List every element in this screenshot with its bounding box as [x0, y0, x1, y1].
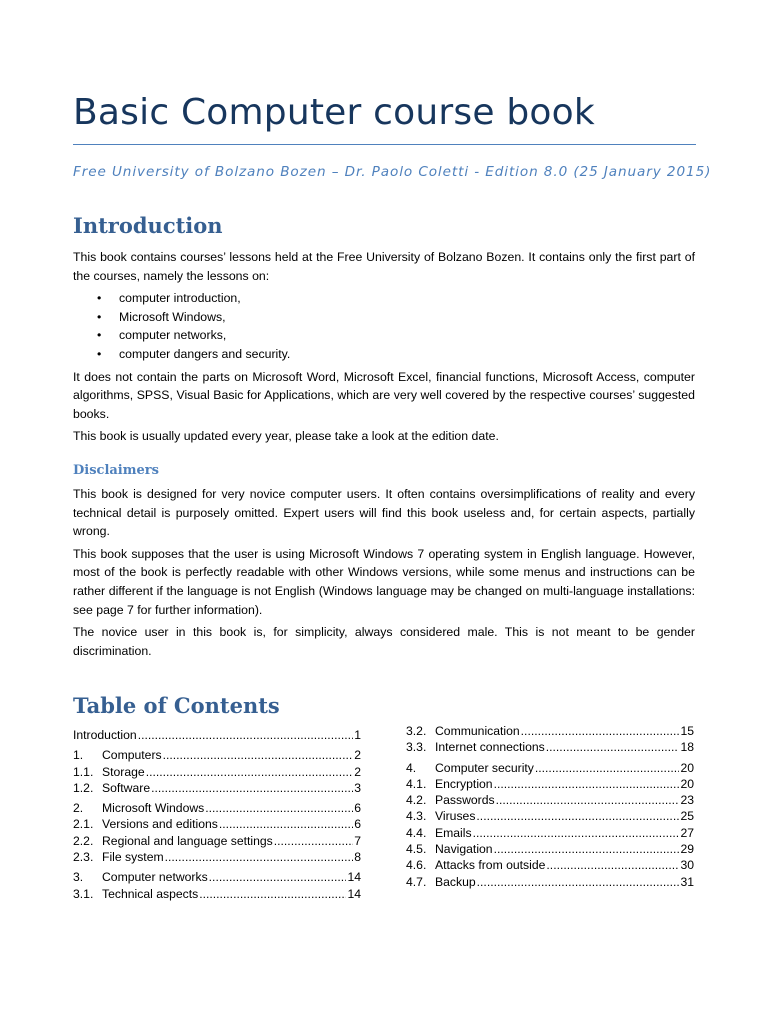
toc-entry-label: Internet connections: [435, 740, 545, 755]
toc-entry-number: 4.7.: [406, 874, 427, 889]
toc-entry-label: Computer networks: [102, 870, 208, 885]
toc-leader-dots: [496, 792, 680, 808]
toc-leader-dots: [146, 764, 354, 780]
toc-entry-number: 1.1.: [73, 764, 94, 779]
toc-entry-label: Attacks from outside: [435, 858, 546, 873]
toc-entry-page: 3: [354, 780, 361, 795]
list-item: [73, 345, 695, 364]
document-title: Basic Computer course book: [73, 92, 595, 133]
toc-leader-dots: [494, 841, 680, 857]
toc-entry-introduction[interactable]: [73, 727, 361, 743]
toc-entry-label: Introduction: [73, 728, 137, 742]
toc-leader-dots: [163, 747, 354, 763]
toc-entry-emails[interactable]: [406, 825, 694, 841]
toc-leader-dots: [199, 886, 346, 902]
toc-entry-page: 31: [680, 874, 694, 889]
bullet-icon: •: [97, 346, 102, 361]
toc-entry-number: 3.1.: [73, 886, 94, 901]
toc-entry-page: 27: [680, 825, 694, 840]
toc-entry-attacks-from-outside[interactable]: [406, 857, 694, 873]
toc-leader-dots: [165, 849, 354, 865]
toc-entry-encryption[interactable]: [406, 776, 694, 792]
disclaimers-paragraph-1: This book is designed for very novice computer users. It often contains oversimplifications of reality and every technical detail is purposely omitted. Expert users will find this book useless and, for certain aspects, partially wrong.: [73, 487, 695, 539]
toc-entry-page: 23: [680, 793, 694, 808]
toc-entry-page: 6: [354, 801, 361, 816]
toc-leader-dots: [535, 760, 680, 776]
toc-entry-number: 2.2.: [73, 833, 94, 848]
toc-entry-number: 2.: [73, 801, 84, 816]
toc-entry-label: Backup: [435, 874, 476, 889]
toc-leader-dots: [476, 808, 679, 824]
toc-entry-number: 1.: [73, 748, 84, 763]
toc-entry-page: 2: [354, 748, 361, 763]
toc-entry-number: 3.3.: [406, 740, 427, 755]
toc-entry-label: Navigation: [435, 842, 493, 857]
toc-entry-label: Encryption: [435, 776, 493, 791]
toc-leader-dots: [205, 800, 353, 816]
toc-leader-dots: [274, 833, 353, 849]
bullet-icon: •: [97, 309, 102, 324]
toc-entry-number: 4.4.: [406, 825, 427, 840]
toc-entry-page: 1: [354, 728, 361, 742]
introduction-paragraph-2: It does not contain the parts on Microsoft Word, Microsoft Excel, financial functions, Microsoft Access, computer algorithms, SPSS, Visual Basic for Applications, which are very well covered by the respective courses’ suggested books.: [73, 369, 695, 421]
toc-entry-number: 3.: [73, 870, 84, 885]
toc-leader-dots: [219, 816, 353, 832]
introduction-paragraph-3: This book is usually updated every year, please take a look at the edition date.: [73, 429, 499, 444]
list-item-text: computer networks,: [119, 328, 227, 343]
toc-leader-dots: [477, 874, 680, 890]
toc-entry-software[interactable]: [73, 780, 361, 796]
toc-entry-label: Software: [102, 780, 151, 795]
toc-entry-number: 2.3.: [73, 850, 94, 865]
toc-entry-page: 14: [347, 870, 361, 885]
toc-entry-file-system[interactable]: [73, 849, 361, 865]
toc-entry-storage[interactable]: [73, 764, 361, 780]
list-item: [73, 289, 695, 308]
toc-entry-communication[interactable]: [406, 723, 694, 739]
toc-entry-page: 14: [347, 886, 361, 901]
title-underline: [73, 144, 696, 145]
toc-heading: Table of Contents: [73, 693, 280, 718]
toc-leader-dots: [494, 776, 680, 792]
disclaimers-paragraph-3: The novice user in this book is, for simplicity, always considered male. This is not meant to be gender discrimination.: [73, 625, 695, 658]
disclaimers-paragraph-2: This book supposes that the user is using Microsoft Windows 7 operating system in English language. However, most of the book is perfectly readable with other Windows versions, while some menus and instructions can be rather different if the language is not English (Windows language may be changed on multi-language installations: see page 7 for further information).: [73, 546, 695, 617]
bullet-icon: •: [97, 291, 102, 306]
toc-entry-label: Computer security: [435, 760, 534, 775]
toc-entry-label: Computers: [102, 748, 162, 763]
document-subtitle: Free University of Bolzano Bozen – Dr. Paolo Coletti - Edition 8.0 (25 January 2015): [73, 164, 712, 180]
toc-entry-technical-aspects[interactable]: [73, 886, 361, 902]
toc-entry-backup[interactable]: [406, 874, 694, 890]
toc-entry-number: 4.5.: [406, 842, 427, 857]
toc-leader-dots: [151, 780, 353, 796]
toc-entry-viruses[interactable]: [406, 808, 694, 824]
toc-entry-number: 4.1.: [406, 776, 427, 791]
toc-entry-page: 15: [680, 724, 694, 738]
list-item-text: computer introduction,: [119, 291, 241, 306]
toc-entry-internet-connections[interactable]: [406, 739, 694, 755]
toc-leader-dots: [521, 723, 680, 739]
list-item-text: Microsoft Windows,: [119, 309, 226, 324]
toc-entry-label: Passwords: [435, 793, 495, 808]
toc-entry-microsoft-windows[interactable]: [73, 800, 361, 816]
toc-entry-page: 30: [680, 858, 694, 873]
disclaimers-heading: Disclaimers: [73, 463, 159, 478]
toc-entry-label: Versions and editions: [102, 817, 218, 832]
toc-entry-computer-networks[interactable]: [73, 869, 361, 885]
toc-entry-page: 2: [354, 764, 361, 779]
toc-leader-dots: [546, 739, 680, 755]
disclaimers-body: [73, 485, 695, 664]
bullet-icon: •: [97, 328, 102, 343]
introduction-paragraph-1: This book contains courses’ lessons held at the Free University of Bolzano Bozen. It contains only the first part of the courses, namely the lessons on:: [73, 250, 695, 283]
toc-entry-computers[interactable]: [73, 747, 361, 763]
toc-entry-page: 20: [680, 776, 694, 791]
toc-entry-number: 4.6.: [406, 858, 427, 873]
toc-entry-page: 29: [680, 842, 694, 857]
toc-left-column: [73, 727, 361, 902]
toc-entry-label: File system: [102, 850, 164, 865]
toc-entry-label: Storage: [102, 764, 145, 779]
toc-entry-number: 3.2.: [406, 724, 427, 738]
toc-leader-dots: [473, 825, 680, 841]
toc-entry-number: 1.2.: [73, 780, 94, 795]
toc-entry-label: Technical aspects: [102, 886, 199, 901]
toc-entry-label: Communication: [435, 724, 520, 738]
toc-entry-navigation[interactable]: [406, 841, 694, 857]
toc-entry-page: 8: [354, 850, 361, 865]
list-item-text: computer dangers and security.: [119, 346, 291, 361]
toc-entry-page: 18: [680, 740, 694, 755]
toc-entry-number: 4.3.: [406, 809, 427, 824]
toc-entry-number: 4.: [406, 760, 417, 775]
introduction-body: [73, 248, 695, 450]
toc-entry-versions-and-editions[interactable]: [73, 816, 361, 832]
introduction-bullet-list: [73, 289, 695, 363]
toc-entry-label: Microsoft Windows: [102, 801, 205, 816]
introduction-heading: Introduction: [73, 213, 223, 238]
toc-right-column: [406, 723, 694, 890]
toc-entry-label: Regional and language settings: [102, 833, 273, 848]
toc-entry-regional-and-language-settings[interactable]: [73, 833, 361, 849]
toc-leader-dots: [209, 869, 347, 885]
toc-entry-label: Emails: [435, 825, 472, 840]
toc-entry-page: 7: [354, 833, 361, 848]
list-item: [73, 308, 695, 327]
toc-entry-number: 4.2.: [406, 793, 427, 808]
toc-entry-computer-security[interactable]: [406, 760, 694, 776]
toc-entry-page: 20: [680, 760, 694, 775]
toc-entry-number: 2.1.: [73, 817, 94, 832]
toc-entry-page: 6: [354, 817, 361, 832]
toc-entry-passwords[interactable]: [406, 792, 694, 808]
toc-entry-page: 25: [680, 809, 694, 824]
toc-leader-dots: [546, 857, 679, 873]
toc-leader-dots: [138, 727, 354, 743]
list-item: [73, 326, 695, 345]
toc-entry-label: Viruses: [435, 809, 476, 824]
